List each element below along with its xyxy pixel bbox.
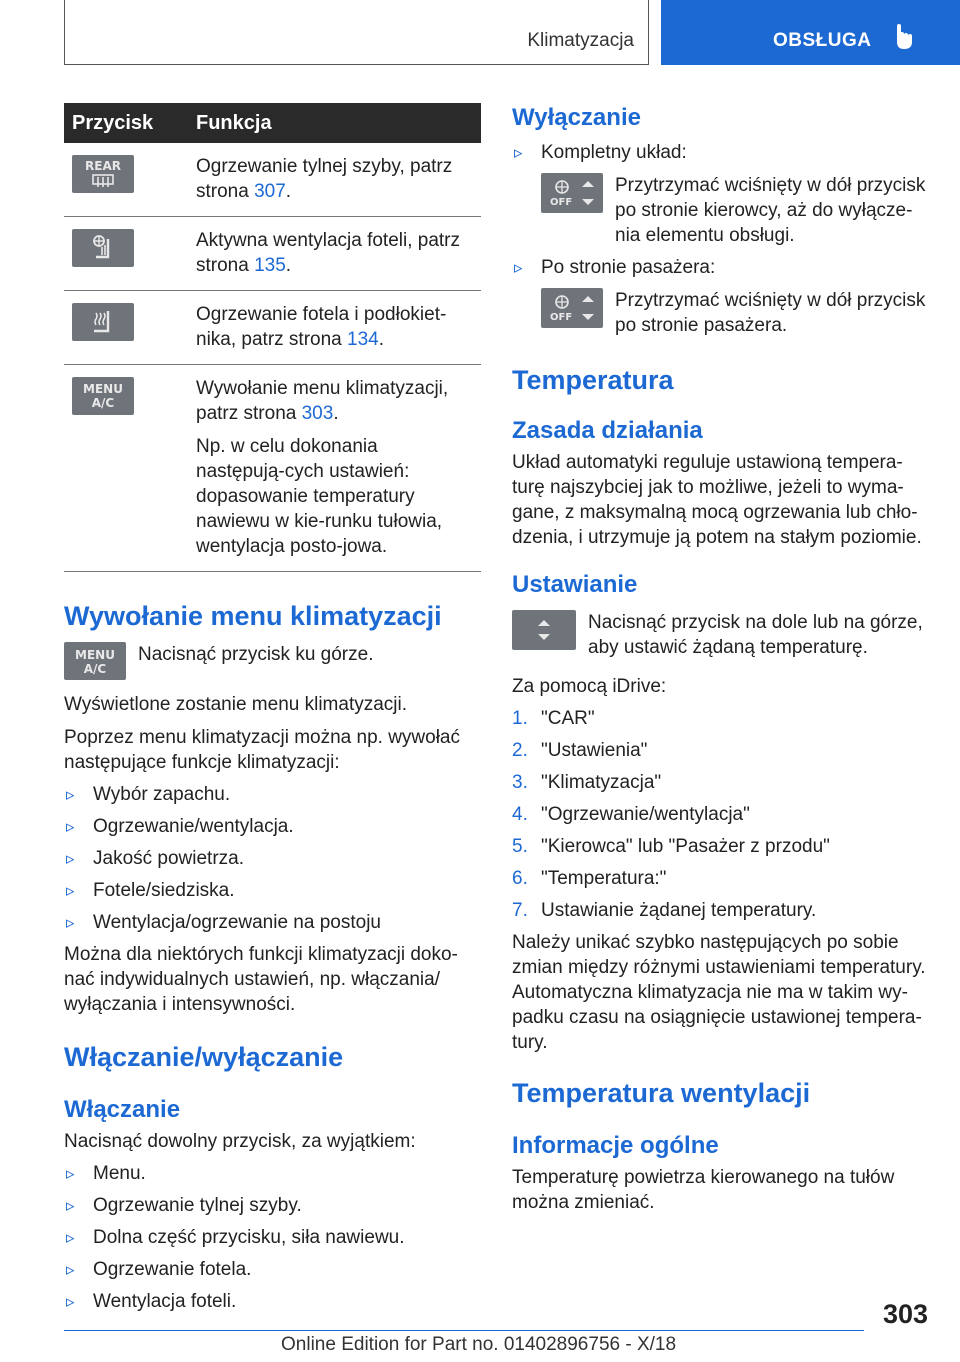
rear-defrost-icon xyxy=(72,155,134,193)
list-item: ▹ Wentylacja/ogrzewanie na postoju xyxy=(64,910,481,935)
header-chapter-tab xyxy=(661,0,960,65)
header-section-title: Klimatyzacja xyxy=(527,30,634,51)
onoff-section-title: Włączanie/wyłączanie xyxy=(64,1042,344,1072)
menu-paragraph-1: Wyświetlone zostanie menu klimatyzacji. xyxy=(64,694,408,715)
step-text: Ustawianie żądanej temperatury. xyxy=(541,900,817,921)
list-item xyxy=(512,770,932,795)
step-number: 2. xyxy=(512,740,528,761)
temperature-note: Należy unikać szybko następujących po sobie zmian między różnymi ustawieniami temperatury. Automatyczna klimatyzacja nie ma w takim wy-padku czasu na osiągnięcie ustawionej tempera-tury. xyxy=(512,932,926,1053)
step-text: "Ustawienia" xyxy=(541,740,648,761)
list-item xyxy=(512,140,932,248)
menu-icon-text: Nacisnąć przycisk ku górze. xyxy=(138,644,374,665)
table-row xyxy=(64,143,481,217)
temperature-up-down-icon xyxy=(512,610,576,650)
setting-icon-row xyxy=(512,610,932,660)
step-number: 3. xyxy=(512,772,528,793)
step-number: 4. xyxy=(512,804,528,825)
table-row-extra: Np. w celu dokonania następują-cych ustawień: dopasowanie temperatury nawiewu w kie-runku tułowia, wentylacja posto-jowa. xyxy=(196,436,443,557)
general-info-text: Temperaturę powietrza kierowanego na tułów można zmieniać. xyxy=(512,1167,895,1213)
setting-subtitle: Ustawianie xyxy=(512,571,638,598)
switch-off-item-label: Kompletny układ: xyxy=(541,142,687,163)
page-link[interactable]: 134 xyxy=(347,329,379,350)
fan-off-icon-label: OFF xyxy=(550,197,573,208)
step-number: 6. xyxy=(512,868,528,889)
seat-heating-icon xyxy=(72,303,134,341)
header-section-box xyxy=(64,0,649,65)
step-number: 7. xyxy=(512,900,528,921)
step-text: "Kierowca" lub "Pasażer z przodu" xyxy=(541,836,830,857)
list-item: ▹ Ogrzewanie fotela. xyxy=(64,1257,481,1282)
table-row-suffix: . xyxy=(285,181,292,202)
step-number: 5. xyxy=(512,836,528,857)
table-row-text: Ogrzewanie fotela i podłokiet-nika, patrz strona xyxy=(196,304,447,350)
list-item xyxy=(512,866,932,891)
list-item xyxy=(512,802,932,827)
page-link[interactable]: 307 xyxy=(254,181,286,202)
list-item: ▹ Dolna część przycisku, siła nawiewu. xyxy=(64,1225,481,1250)
step-text: "Temperatura:" xyxy=(541,868,667,889)
principle-text: Układ automatyki reguluje ustawioną tempera-turę najszybciej jak to możliwe, jeżeli to wyma-gane, z maksymalną mocą ogrzewania lub chło-dzenia, i utrzymuje ją potem na stałym poziomie. xyxy=(512,452,922,548)
menu-section-title: Wywołanie menu klimatyzacji xyxy=(64,601,442,631)
step-text: "Ogrzewanie/wentylacja" xyxy=(541,804,750,825)
principle-subtitle: Zasada działania xyxy=(512,417,703,444)
switch-on-text: Nacisnąć dowolny przycisk, za wyjątkiem: xyxy=(64,1131,416,1152)
temperature-section-title: Temperatura xyxy=(512,365,674,395)
table-row xyxy=(64,217,481,291)
table-header-function: Funkcja xyxy=(188,103,481,143)
list-item xyxy=(512,255,932,338)
list-item xyxy=(512,898,932,923)
general-info-subtitle: Informacje ogólne xyxy=(512,1132,719,1159)
table-row-suffix: . xyxy=(333,403,339,424)
list-item: ▹ Wybór zapachu. xyxy=(64,782,481,807)
switch-off-item-label: Po stronie pasażera: xyxy=(541,257,716,278)
table-row xyxy=(64,365,481,572)
list-item xyxy=(512,706,932,731)
table-row-text: Ogrzewanie tylnej szyby, patrz strona xyxy=(196,156,453,202)
menu-ac-icon xyxy=(64,642,126,680)
setting-icon-text: Nacisnąć przycisk na dole lub na górze, aby ustawić żądaną temperaturę. xyxy=(588,612,923,658)
page-link[interactable]: 135 xyxy=(254,255,286,276)
seat-ventilation-icon xyxy=(72,229,134,267)
table-row-suffix: . xyxy=(285,255,292,276)
switch-off-driver-detail: Przytrzymać wciśnięty w dół przycisk po stronie kierowcy, aż do wyłącze-nia elementu obsługi. xyxy=(615,175,926,246)
step-text: "CAR" xyxy=(541,708,595,729)
list-item xyxy=(512,738,932,763)
menu-function-list xyxy=(64,782,481,935)
switch-off-passenger-detail: Przytrzymać wciśnięty w dół przycisk po stronie pasażera. xyxy=(615,290,926,336)
table-header-button: Przycisk xyxy=(64,103,188,143)
right-column xyxy=(512,103,932,1215)
menu-ac-icon: MENU A/C xyxy=(72,377,134,415)
page-link[interactable]: 303 xyxy=(301,403,334,424)
list-item: ▹ Menu. xyxy=(64,1161,481,1186)
pointing-hand-icon xyxy=(893,24,915,50)
page-number: 303 xyxy=(882,1299,928,1329)
footer-edition-text: Online Edition for Part no. 01402896756 - X/18 xyxy=(281,1334,677,1355)
switch-on-exceptions-list xyxy=(64,1161,481,1314)
rear-defrost-icon-label: REAR xyxy=(85,159,121,173)
table-row-text: Wywołanie menu klimatyzacji, patrz strona xyxy=(196,378,449,424)
menu-paragraph-3: Można dla niektórych funkcji klimatyzacji doko-nać indywidualnych ustawień, np. włączania/ wyłączania i intensywności. xyxy=(64,944,458,1015)
list-item: ▹ Fotele/siedziska. xyxy=(64,878,481,903)
button-function-table xyxy=(64,103,481,572)
list-item: ▹ Wentylacja foteli. xyxy=(64,1289,481,1314)
list-item xyxy=(512,834,932,859)
menu-icon-row xyxy=(64,642,481,680)
step-number: 1. xyxy=(512,708,528,729)
fan-off-icon xyxy=(541,173,603,213)
list-item: ▹ Jakość powietrza. xyxy=(64,846,481,871)
vent-temperature-section-title: Temperatura wentylacji xyxy=(512,1078,811,1108)
switch-off-subtitle: Wyłączanie xyxy=(512,104,641,131)
table-row-suffix: . xyxy=(378,329,385,350)
table-row-text: Aktywna wentylacja foteli, patrz strona xyxy=(196,230,461,276)
menu-paragraph-2: Poprzez menu klimatyzacji można np. wywołać następujące funkcje klimatyzacji: xyxy=(64,727,460,773)
step-text: "Klimatyzacja" xyxy=(541,772,662,793)
switch-off-list xyxy=(512,140,932,338)
idrive-intro: Za pomocą iDrive: xyxy=(512,676,667,697)
menu-icon-line2: A/C xyxy=(83,662,107,676)
menu-icon-line1: MENU xyxy=(75,648,115,662)
footer-divider xyxy=(64,1330,864,1331)
left-column xyxy=(64,103,481,1314)
fan-off-icon xyxy=(541,288,603,328)
list-item: ▹ Ogrzewanie tylnej szyby. xyxy=(64,1193,481,1218)
header-chapter-label: OBSŁUGA xyxy=(773,30,872,51)
switch-on-subtitle: Włączanie xyxy=(64,1096,181,1123)
fan-off-icon-label: OFF xyxy=(550,312,573,323)
list-item: ▹ Ogrzewanie/wentylacja. xyxy=(64,814,481,839)
idrive-steps-list xyxy=(512,706,932,923)
table-row xyxy=(64,291,481,365)
